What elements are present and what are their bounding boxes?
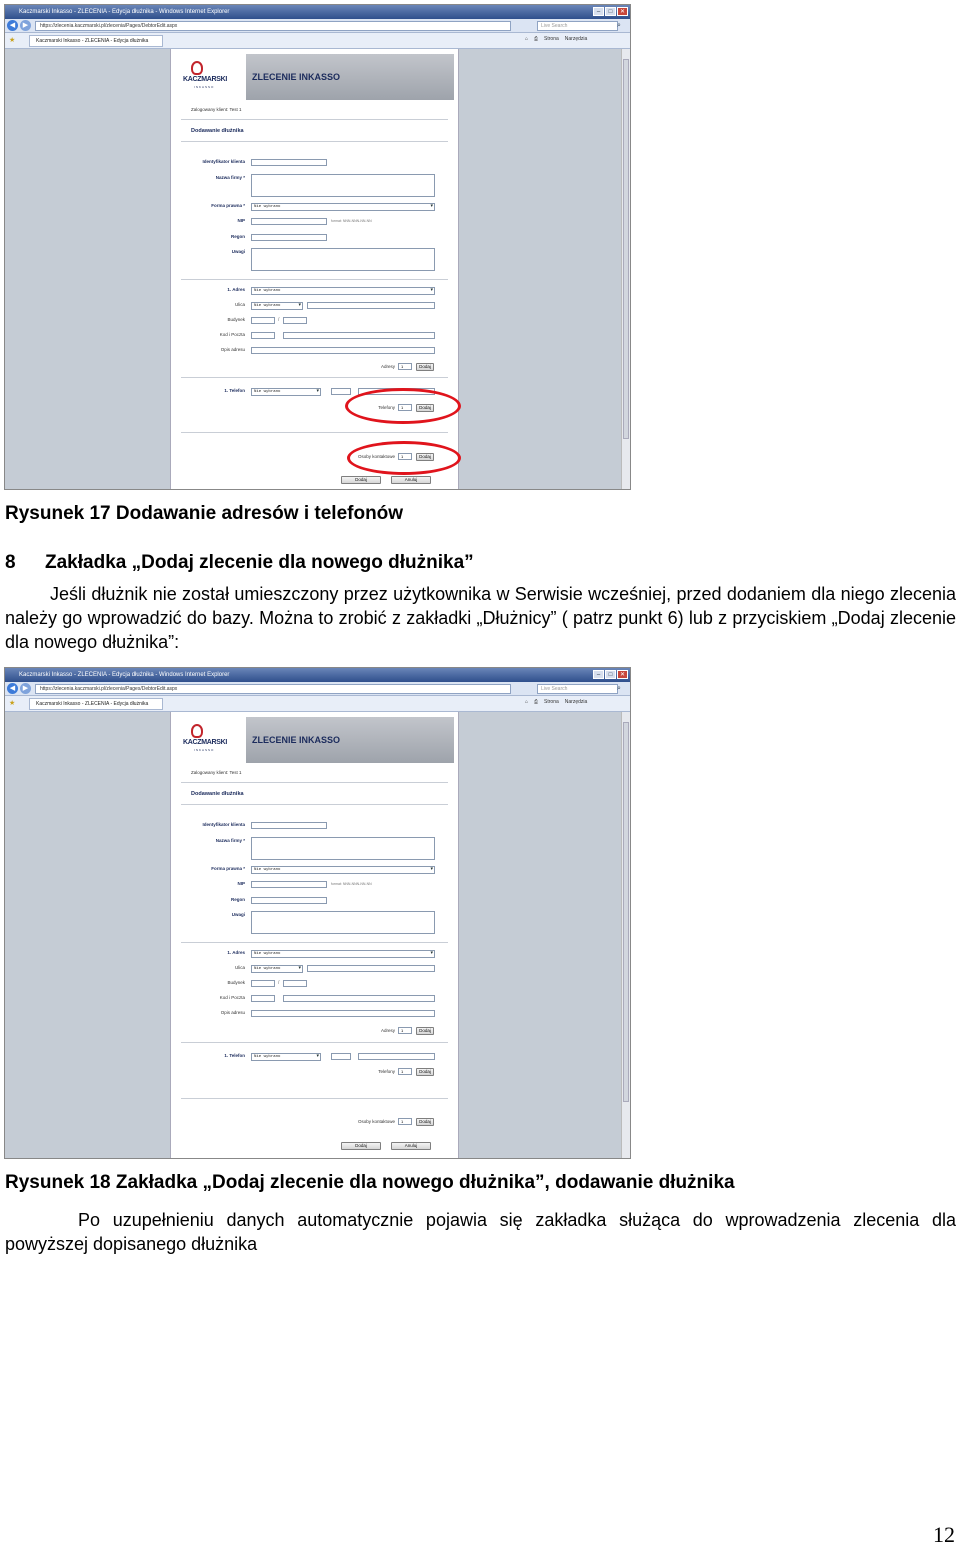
regon-input[interactable] [251,897,327,904]
street-type-select[interactable]: Nie wybrano ▾ [251,965,303,973]
add-phone-button[interactable]: Dodaj [416,1068,434,1076]
print-icon[interactable]: ⎙ [534,699,539,705]
address-count-input[interactable]: 1 [398,363,412,370]
add-debtor-button[interactable]: Dodaj [341,476,381,484]
url-input[interactable]: https://zlecenia.kaczmarski.pl/zlecenia/Pages/DebtorEdit.aspx [35,684,511,694]
phone-type-select[interactable]: Nie wybrano ▾ [251,1053,321,1061]
tab-bar [5,696,630,712]
address-description-label: Opis adresu [220,1010,245,1015]
client-id-input[interactable] [251,822,327,829]
forward-icon[interactable]: ▶ [20,20,31,31]
site-banner [174,717,454,763]
divider [181,377,448,378]
add-address-button[interactable]: Dodaj [416,363,434,371]
highlight-circle-contacts [347,441,461,475]
building-label: Budynek [227,980,245,985]
scrollbar-thumb[interactable] [623,59,629,439]
legal-form-select[interactable]: Nie wybrano ▾ [251,203,435,211]
form-title: Dodawanie dłużnika [191,128,244,134]
browser-title-bar [5,668,630,682]
nip-label: NIP [237,218,245,223]
kaczmarski-logo [174,54,246,100]
divider [181,432,448,433]
apartment-number-input[interactable] [283,980,307,987]
company-name-textarea[interactable] [251,174,435,197]
street-label: Ulica [234,965,245,970]
nip-label: NIP [237,881,245,886]
banner-title: ZLECENIE INKASSO [252,72,341,82]
browser-viewport [5,49,630,489]
banner-title: ZLECENIE INKASSO [252,735,341,745]
address-bar [5,682,630,696]
address-description-input[interactable] [251,347,435,354]
close-icon[interactable]: ✕ [617,7,628,16]
contacts-count-input[interactable]: 1 [398,453,412,460]
address-count-input[interactable]: 1 [398,1027,412,1034]
phone-label: 1. Telefon [224,1053,245,1058]
owl-logo-icon [191,61,203,75]
scrollbar-thumb[interactable] [623,722,629,1102]
cancel-button[interactable]: Anuluj [391,476,431,484]
logged-user: Zalogowany klient: Test 1 [191,770,242,775]
url-input[interactable]: https://zlecenia.kaczmarski.pl/zlecenia/Pages/DebtorEdit.aspx [35,21,511,31]
divider [181,141,448,142]
back-icon[interactable]: ◀ [7,20,18,31]
building-number-input[interactable] [251,980,275,987]
browser-title-bar [5,5,630,19]
address-description-label: Opis adresu [220,347,245,352]
postcode-input[interactable] [251,995,275,1002]
address-bar [5,19,630,33]
company-name-textarea[interactable] [251,837,435,860]
building-label: Budynek [227,317,245,322]
vertical-scrollbar[interactable] [621,712,630,1158]
close-icon[interactable]: ✕ [617,670,628,679]
browser-viewport [5,712,630,1158]
search-icon[interactable]: ⌕ [617,685,621,692]
logged-user: Zalogowany klient: Test 1 [191,107,242,112]
logo-subtitle: INKASSO [194,85,215,89]
maximize-icon[interactable]: □ [605,670,616,679]
notes-textarea[interactable] [251,911,435,934]
add-contact-button[interactable]: Dodaj [416,453,434,461]
divider [181,1098,448,1099]
notes-textarea[interactable] [251,248,435,271]
favorites-star-icon[interactable]: ★ [9,700,16,707]
phone-type-select[interactable]: Nie wybrano ▾ [251,388,321,396]
address-count-label: Adresy [380,1028,395,1033]
home-icon[interactable]: ⌂ [525,36,529,42]
home-icon[interactable]: ⌂ [525,699,529,705]
add-address-button[interactable]: Dodaj [416,1027,434,1035]
section-title: Zakładka „Dodaj zlecenie dla nowego dłużnika” [45,552,474,573]
debtor-form-page [170,712,459,1158]
add-contact-button[interactable]: Dodaj [416,1118,434,1126]
kaczmarski-logo [174,717,246,763]
section-heading [5,552,474,574]
address-count-label: Adresy [380,364,395,369]
address-type-select[interactable]: Nie wybrano ▾ [251,950,435,958]
nip-format-hint: format: NNN-NNN-NN-NN [331,219,372,223]
legal-form-select[interactable]: Nie wybrano ▾ [251,866,435,874]
notes-label: Uwagi [231,912,245,917]
search-icon[interactable]: ⌕ [617,22,621,29]
legal-form-label: Forma prawna * [211,203,245,208]
phone-count-label: Telefony [378,405,395,410]
owl-logo-icon [191,724,203,738]
client-id-label: Identyfikator klienta [202,822,245,827]
tab-bar [5,33,630,49]
minimize-icon[interactable]: – [593,670,604,679]
phone-count-input[interactable]: 1 [398,404,412,411]
vertical-scrollbar[interactable] [621,49,630,489]
divider [181,279,448,280]
contacts-count-label: Osoby kontaktowe [357,454,395,459]
address-label: 1. Adres [227,950,245,955]
building-slash: / [278,317,280,323]
tools-menu-tools[interactable]: Narzędzia [564,36,588,42]
nip-format-hint: format: NNN-NNN-NN-NN [331,882,372,886]
contacts-count-input[interactable]: 1 [398,1118,412,1125]
tools-menu-page[interactable]: Strona [544,36,559,42]
form-title: Dodawanie dłużnika [191,791,244,797]
phone-count-input[interactable]: 1 [398,1068,412,1075]
banner-bar [246,717,454,763]
company-name-label: Nazwa firmy * [215,175,245,180]
search-input[interactable]: Live Search [537,684,618,694]
logo-name: KACZMARSKI [183,739,228,746]
regon-label: Regon [231,234,245,239]
building-slash: / [278,980,280,986]
phone-count-label: Telefony [378,1069,395,1074]
browser-tab[interactable]: Kaczmarski Inkasso - ZLECENIA - Edycja dłużnika [29,698,163,710]
address-type-select[interactable]: Nie wybrano ▾ [251,287,435,295]
forward-icon[interactable]: ▶ [20,683,31,694]
address-description-input[interactable] [251,1010,435,1017]
divider [181,942,448,943]
print-icon[interactable]: ⎙ [534,36,539,42]
building-number-input[interactable] [251,317,275,324]
contacts-count-label: Osoby kontaktowe [357,1119,395,1124]
banner-bar [246,54,454,100]
postcode-input[interactable] [251,332,275,339]
maximize-icon[interactable]: □ [605,7,616,16]
section-number: 8 [5,552,16,573]
screenshot-figure-18 [4,667,631,1159]
figure-17-caption: Rysunek 17 Dodawanie adresów i telefonów [5,503,404,524]
apartment-number-input[interactable] [283,317,307,324]
favorites-star-icon[interactable]: ★ [9,37,16,44]
city-input[interactable] [283,995,435,1002]
minimize-icon[interactable]: – [593,7,604,16]
phone-label: 1. Telefon [224,388,245,393]
address-label: 1. Adres [227,287,245,292]
divider [181,119,448,120]
phone-prefix-input[interactable] [331,1053,351,1060]
browser-tab[interactable]: Kaczmarski Inkasso - ZLECENIA - Edycja dłużnika [29,35,163,47]
page-number: 12 [933,1522,955,1547]
city-input[interactable] [283,332,435,339]
street-label: Ulica [234,302,245,307]
add-phone-button[interactable]: Dodaj [416,404,434,412]
postcode-label: Kod i Poczta [219,995,245,1000]
legal-form-label: Forma prawna * [211,866,245,871]
phone-number-input[interactable] [358,1053,435,1060]
site-banner [174,54,454,100]
divider [181,804,448,805]
divider [181,782,448,783]
postcode-label: Kod i Poczta [219,332,245,337]
nip-input[interactable] [251,218,327,225]
window-title: Kaczmarski Inkasso - ZLECENIA - Edycja dłużnika - Windows Internet Explorer [19,672,230,678]
tools-menu-tools[interactable]: Narzędzia [564,699,588,705]
divider [181,1042,448,1043]
search-input[interactable]: Live Search [537,21,618,31]
cancel-button[interactable]: Anuluj [391,1142,431,1150]
client-id-label: Identyfikator klienta [202,159,245,164]
tools-menu-page[interactable]: Strona [544,699,559,705]
street-type-select[interactable]: Nie wybrano ▾ [251,302,303,310]
street-input[interactable] [307,965,435,972]
logo-name: KACZMARSKI [183,76,228,83]
client-id-input[interactable] [251,159,327,166]
logo-subtitle: INKASSO [194,748,215,752]
screenshot-figure-17 [4,4,631,490]
regon-label: Regon [231,897,245,902]
regon-input[interactable] [251,234,327,241]
back-icon[interactable]: ◀ [7,683,18,694]
nip-input[interactable] [251,881,327,888]
street-input[interactable] [307,302,435,309]
phone-prefix-input[interactable] [331,388,351,395]
notes-label: Uwagi [231,249,245,254]
window-title: Kaczmarski Inkasso - ZLECENIA - Edycja dłużnika - Windows Internet Explorer [19,9,230,15]
figure-18-caption: Rysunek 18 Zakładka „Dodaj zlecenie dla nowego dłużnika”, dodawanie dłużnika [5,1172,735,1193]
highlight-circle-phones [345,388,461,424]
closing-paragraph: Po uzupełnieniu danych automatycznie pojawia się zakładka służąca do wprowadzenia zlecenia dla powyższej dopisanego dłużnika [5,1210,956,1254]
company-name-label: Nazwa firmy * [215,838,245,843]
add-debtor-button[interactable]: Dodaj [341,1142,381,1150]
intro-paragraph: Jeśli dłużnik nie został umieszczony przez użytkownika w Serwisie wcześniej, przed dodaniem dla niego zlecenia należy go wprowadzić do bazy. Można to zrobić z zakładki „Dłużnicy” ( patrz punkt 6) lub z przyciskiem „Dodaj zlecenie dla nowego dłużnika”: [5,584,956,652]
